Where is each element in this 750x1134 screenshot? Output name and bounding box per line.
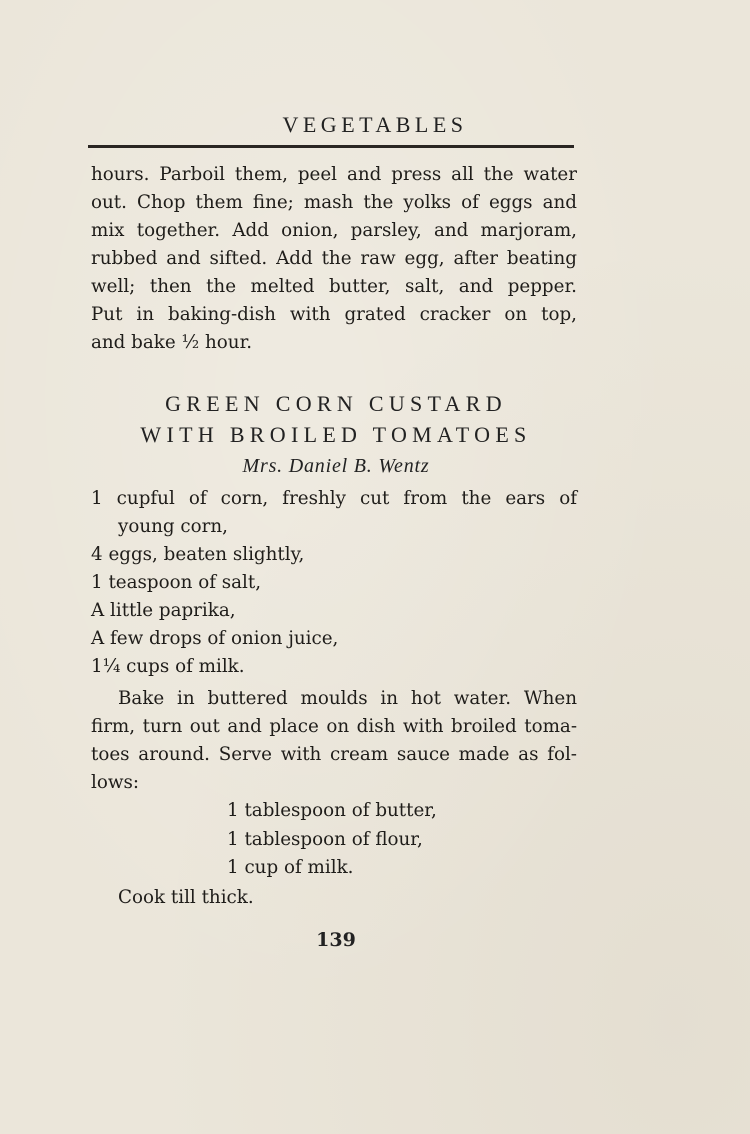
directions-paragraph: [91, 685, 577, 797]
ingredient-item: 1¼ cups of milk.: [91, 656, 245, 677]
sauce-item: 1 tablespoon of flour,: [227, 828, 423, 850]
intro-line: Put in baking-dish with grated cracker on top,: [91, 304, 577, 325]
directions-line: toes around. Serve with cream sauce made as fol-: [91, 744, 577, 765]
ingredient-item: A few drops of onion juice,: [91, 628, 339, 649]
ingredient-item: 1 teaspoon of salt,: [91, 572, 262, 593]
recipe-author: Mrs. Daniel B. Wentz: [242, 455, 430, 477]
sauce-list: [227, 797, 437, 883]
ingredient-item: 1 cupful of corn, freshly cut from the ears of: [91, 488, 577, 509]
ingredient-item-continued: young corn,: [118, 516, 228, 537]
directions-line: lows:: [91, 772, 140, 793]
ingredient-item: A little paprika,: [91, 600, 236, 621]
recipe-title-line-2: WITH BROILED TOMATOES: [140, 422, 532, 447]
intro-paragraph: [91, 161, 577, 357]
intro-line: hours. Parboil them, peel and press all the water: [91, 164, 577, 185]
ingredient-list: [91, 485, 577, 681]
intro-line: rubbed and sifted. Add the raw egg, after beating: [91, 248, 577, 269]
closing-instruction: Cook till thick.: [118, 887, 254, 908]
page-number: 139: [316, 929, 356, 951]
intro-line: and bake ½ hour.: [91, 332, 253, 353]
intro-line: well; then the melted butter, salt, and pepper.: [91, 276, 577, 297]
sauce-item: 1 tablespoon of butter,: [227, 800, 437, 821]
sauce-item: 1 cup of milk.: [227, 857, 354, 878]
directions-line: firm, turn out and place on dish with broiled toma-: [91, 716, 577, 737]
intro-line: mix together. Add onion, parsley, and marjoram,: [91, 220, 577, 241]
ingredient-item: 4 eggs, beaten slightly,: [91, 544, 305, 565]
header-rule: [88, 145, 574, 148]
directions-line: Bake in buttered moulds in hot water. When: [118, 688, 577, 709]
recipe-title-line-1: GREEN CORN CUSTARD: [165, 391, 507, 416]
intro-line: out. Chop them fine; mash the yolks of eggs and: [91, 192, 577, 213]
running-head: VEGETABLES: [282, 112, 468, 137]
